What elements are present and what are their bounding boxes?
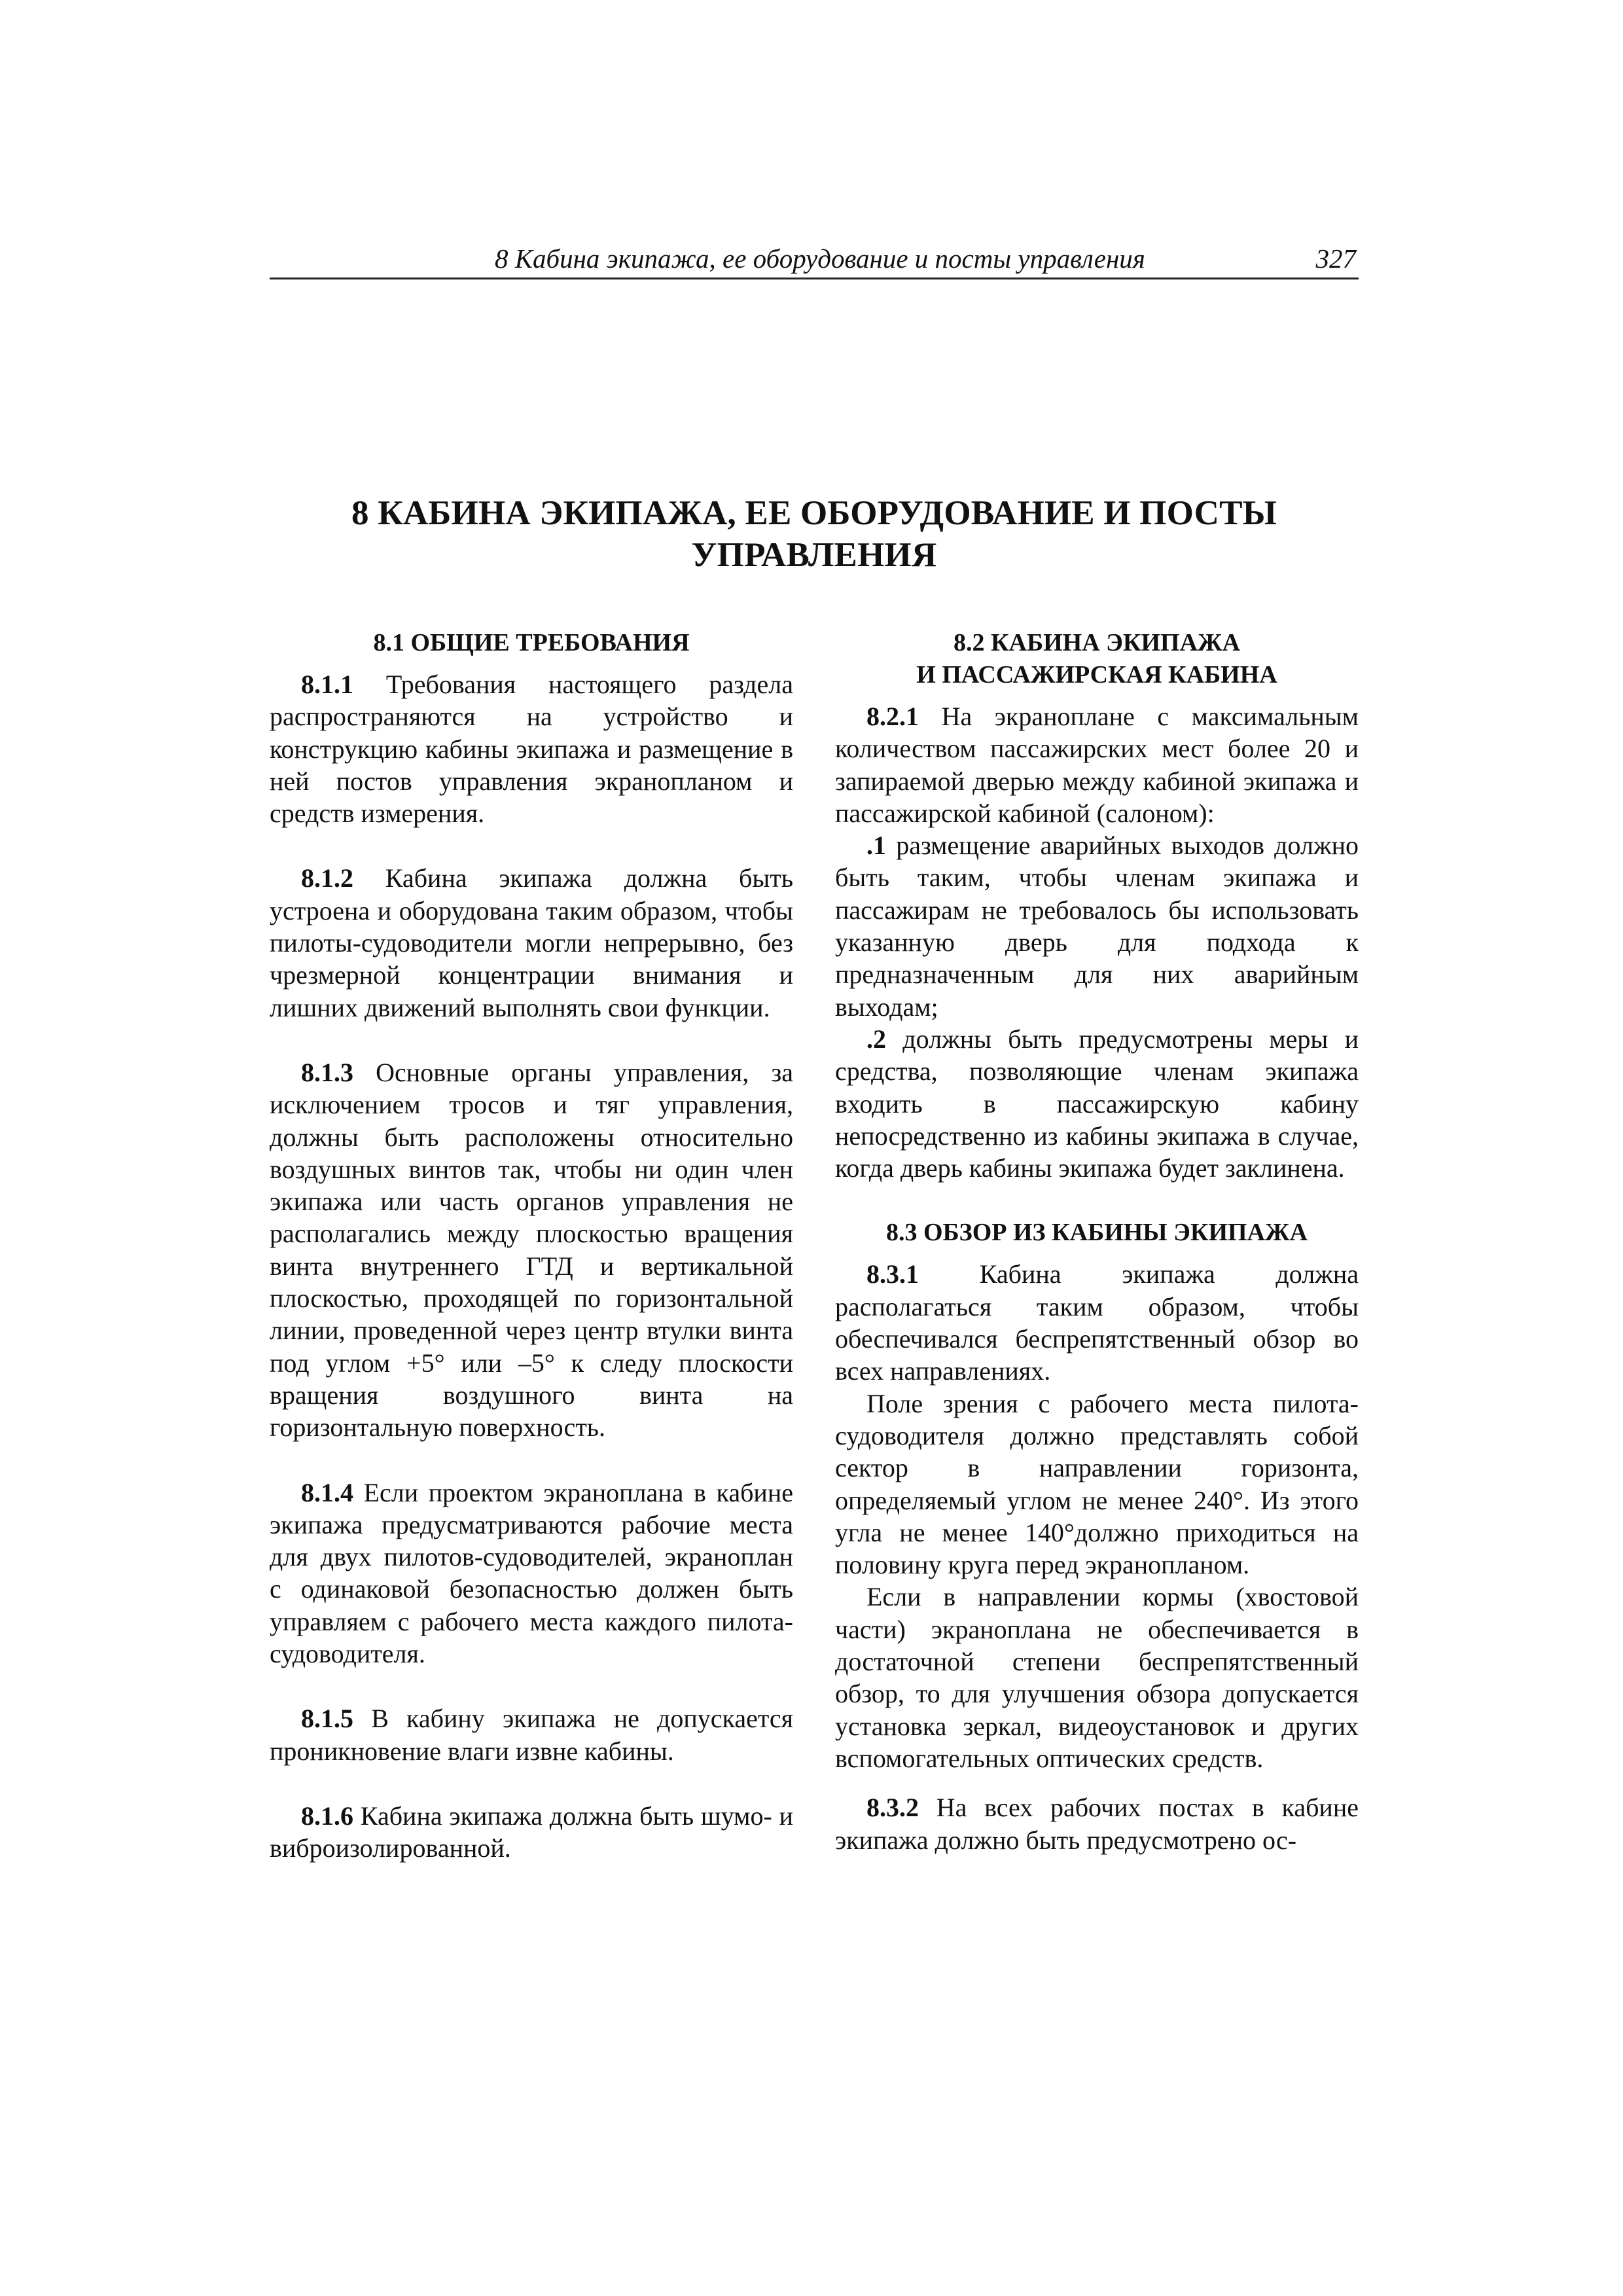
paragraph-number: 8.1.1 [301, 670, 353, 699]
paragraph-8-3-1-mirrors: Если в направлении кормы (хвостовой части) экраноплана не обеспечивается в достаточной степени беспрепятственный обзор, то для улучшения обзора допускается установка зеркал, видеоустановок и других вспомогательных оптических средств. [835, 1582, 1359, 1773]
paragraph-8-1-1 [270, 668, 793, 829]
paragraph-number: 8.1.5 [301, 1704, 353, 1734]
chapter-title: 8 КАБИНА ЭКИПАЖА, ЕЕ ОБОРУДОВАНИЕ И ПОСТЫ УПРАВЛЕНИЯ [351, 494, 1277, 574]
page-number: 327 [1315, 243, 1356, 274]
paragraph-text: Если проектом экраноплана в кабине экипажа предусматриваются рабочие места для двух пилотов-судоводителей, экраноплан с одинаковой безопасностью должен быть управляем с рабочего места каждого пилота-судоводителя. [270, 1477, 793, 1669]
list-item-number: .2 [866, 1024, 886, 1054]
list-item-text: размещение аварийных выходов должно быть таким, чтобы членам экипажа и пассажирам не требовалось бы использовать указанную дверь для подхода к предназначенным для них аварийным выходам; [835, 831, 1359, 1022]
list-item-number: .1 [866, 831, 886, 861]
paragraph-8-3-1-field-of-view: Поле зрения с рабочего места пилота-судоводителя должно представлять собой сектор в направлении горизонта, определяемый углом не менее 240°. Из этого угла не менее 140°должно приходиться на половину круга перед экранопланом. [835, 1388, 1359, 1580]
paragraph-number: 8.3.2 [866, 1793, 919, 1823]
paragraph-text: Кабина экипажа должна быть устроена и оборудована таким образом, чтобы пилоты-судоводители могли непрерывно, без чрезмерной концентрации внимания и лишних движений выполнять свои функции. [270, 863, 794, 1022]
paragraph-text: Кабина экипажа должна быть шумо- и виброизолированной. [270, 1801, 793, 1863]
paragraph-8-1-2 [270, 862, 793, 1023]
left-column [270, 627, 793, 1865]
paragraph-number: 8.2.1 [866, 702, 919, 731]
list-item-1 [835, 829, 1359, 1023]
paragraph-text: На всех рабочих постах в кабине экипажа должно быть предусмотрено ос- [835, 1793, 1359, 1855]
section-title-line: 8.2 КАБИНА ЭКИПАЖА [953, 629, 1241, 656]
paragraph-text: На экраноплане с максимальным количеством пассажирских мест более 20 и запираемой дверью между кабиной экипажа и пассажирской кабиной (салоном): [835, 702, 1359, 828]
section-title-line: И ПАССАЖИРСКАЯ КАБИНА [916, 661, 1277, 689]
paragraph-number: 8.1.4 [301, 1477, 353, 1507]
section-title-8-1: 8.1 ОБЩИЕ ТРЕБОВАНИЯ [373, 629, 690, 656]
paragraph-number: 8.1.2 [301, 863, 353, 893]
paragraph-8-1-3 [270, 1056, 793, 1444]
paragraph-8-1-5 [270, 1702, 793, 1767]
running-header [270, 243, 1359, 279]
paragraph-number: 8.1.3 [301, 1057, 353, 1087]
section-title-8-3: 8.3 ОБЗОР ИЗ КАБИНЫ ЭКИПАЖА [885, 1219, 1308, 1247]
paragraph-8-2-1 [835, 700, 1359, 829]
paragraph-text: Требования настоящего раздела распространяются на устройство и конструкцию кабины экипажа и размещение в ней постов управления экранопланом и средств измерения. [270, 670, 793, 829]
paragraph-8-3-2 [835, 1791, 1359, 1856]
list-item-2 [835, 1023, 1359, 1184]
running-title: 8 Кабина экипажа, ее оборудование и посты управления [495, 243, 1145, 274]
paragraph-8-1-4 [270, 1477, 793, 1670]
section-title-8-2 [835, 627, 1359, 691]
paragraph-text: Кабина экипажа должна располагаться таким образом, чтобы обеспечивался беспрепятственный обзор во всех направлениях. [835, 1259, 1359, 1386]
paragraph-text: В кабину экипажа не допускается проникновение влаги извне кабины. [270, 1704, 794, 1766]
list-item-text: должны быть предусмотрены меры и средства, позволяющие членам экипажа входить в пассажирскую кабину непосредственно из кабины экипажа в случае, когда дверь кабины экипажа будет заклинена. [835, 1024, 1359, 1183]
paragraph-text: Основные органы управления, за исключением тросов и тяг управления, должны быть расположены относительно воздушных винтов так, чтобы ни один член экипажа или часть органов управления не располагались между плоскостью вращения винта внутреннего ГТД и вертикальной плоскостью, проходящей по горизонтальной линии, проведенной через центр втулки винта под углом +5° или –5° к следу плоскости вращения воздушного винта на горизонтальную поверхность. [270, 1057, 793, 1443]
paragraph-8-3-1 [835, 1258, 1359, 1387]
paragraph-number: 8.1.6 [301, 1801, 353, 1831]
paragraph-number: 8.3.1 [866, 1259, 919, 1289]
paragraph-8-1-6 [270, 1800, 793, 1865]
right-column [835, 627, 1359, 1856]
